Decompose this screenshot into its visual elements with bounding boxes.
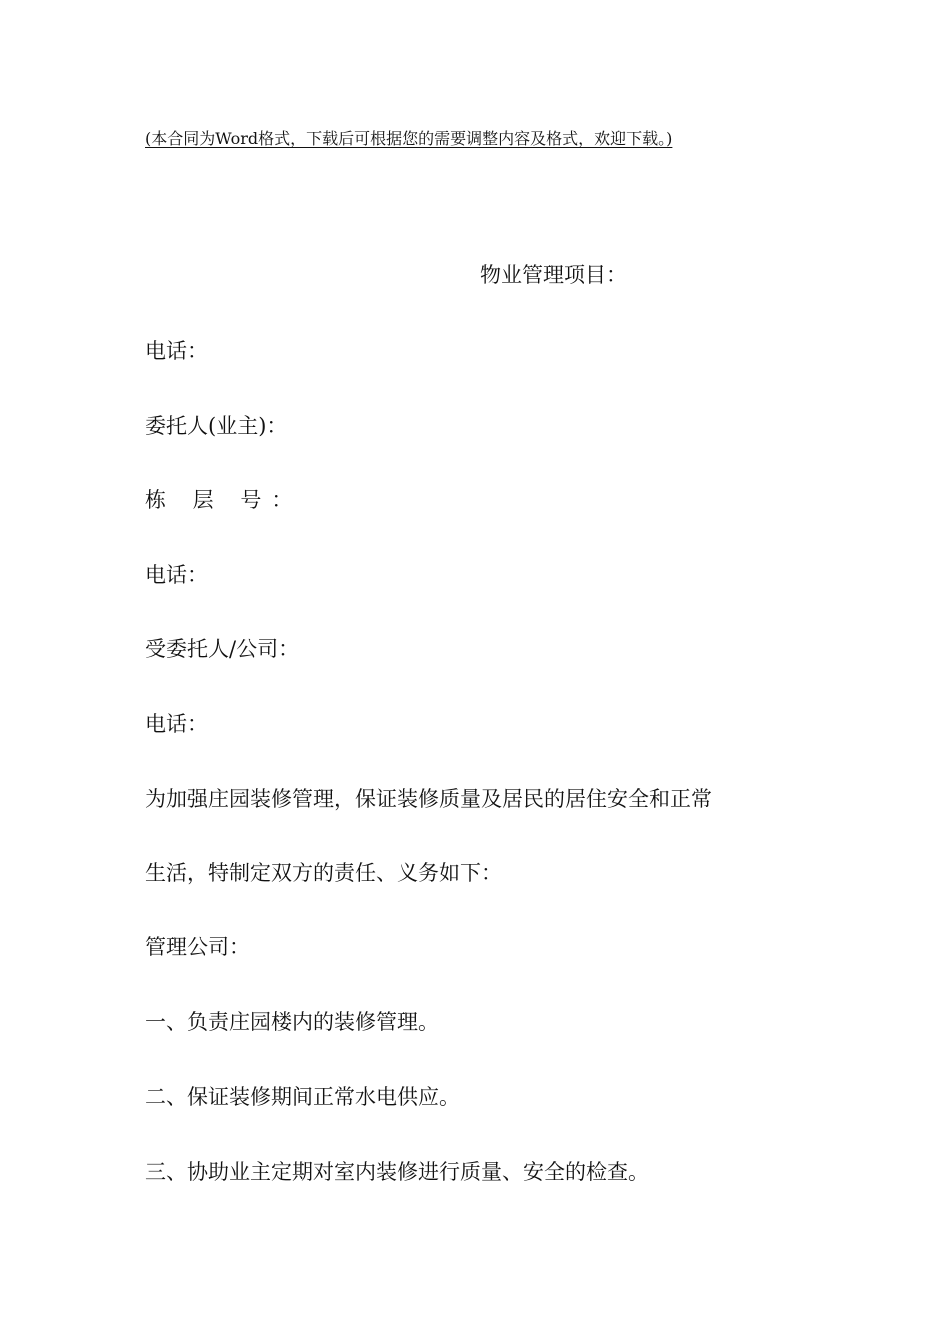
phone-line-1: 电话： [145,339,208,363]
purpose-paragraph-line-2: 生活，特制定双方的责任、义务如下： [145,861,502,885]
phone-line-2: 电话： [145,563,208,587]
duty-item-3: 三、协助业主定期对室内装修进行质量、安全的检查。 [145,1160,649,1184]
contractor-company-line: 受委托人/公司： [145,637,300,661]
download-notice: (本合同为Word格式，下载后可根据您的需要调整内容及格式，欢迎下载。) [145,129,673,148]
management-company-heading: 管理公司： [145,935,250,959]
client-owner-line: 委托人(业主)： [145,414,288,438]
phone-line-3: 电话： [145,712,208,736]
duty-item-1: 一、负责庄园楼内的装修管理。 [145,1010,439,1034]
property-project-title: 物业管理项目： [480,263,627,287]
purpose-paragraph-line-1: 为加强庄园装修管理，保证装修质量及居民的居住安全和正常 [145,787,712,811]
building-floor-number-line: 栋 层 号： [145,488,303,512]
duty-item-2: 二、保证装修期间正常水电供应。 [145,1085,460,1109]
